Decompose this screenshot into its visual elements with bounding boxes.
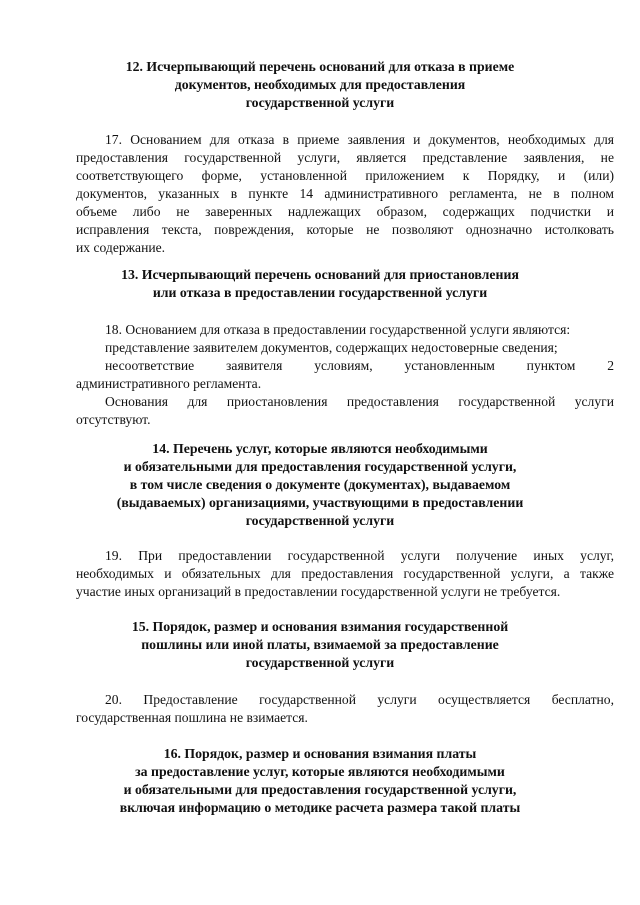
- paragraph-18-line-4: административного регламента.: [76, 376, 262, 391]
- paragraph-17-line-2: предоставления государственной услуги, является представление заявления, не: [76, 150, 614, 165]
- section-15-heading-line-2: пошлины или иной платы, взимаемой за предоставление: [141, 637, 499, 652]
- section-14-heading-line-1: 14. Перечень услуг, которые являются необходимыми: [152, 441, 488, 456]
- paragraph-20-line-1: 20. Предоставление государственной услуги осуществляется бесплатно,: [105, 692, 614, 707]
- section-14-heading-line-3: в том числе сведения о документе (документах), выдаваемом: [129, 477, 511, 492]
- section-14-heading-line-4: (выдаваемых) организациями, участвующими в предоставлении: [116, 495, 524, 510]
- section-15-heading-line-3: государственной услуги: [245, 655, 395, 670]
- paragraph-17-line-3: соответствующего форме, установленной приложением к Порядку, и (или): [76, 168, 614, 183]
- suspension-line-1: Основания для приостановления предоставления государственной услуги: [105, 394, 614, 409]
- section-12-heading-line-1: 12. Исчерпывающий перечень оснований для отказа в приеме: [125, 59, 515, 74]
- paragraph-17-line-6: исправления текста, повреждения, которые не позволяют однозначно истолковать: [76, 222, 614, 237]
- paragraph-18-line-2: представление заявителем документов, содержащих недостоверные сведения;: [105, 340, 558, 355]
- paragraph-19-line-3: участие иных организаций в предоставлении государственной услуги не требуется.: [76, 584, 561, 599]
- section-16-heading-line-2: за предоставление услуг, которые являются необходимыми: [135, 764, 505, 779]
- paragraph-17-line-1: 17. Основанием для отказа в приеме заявления и документов, необходимых для: [105, 132, 614, 147]
- section-12-heading-line-3: государственной услуги: [245, 95, 395, 110]
- suspension-line-2: отсутствуют.: [76, 412, 151, 427]
- paragraph-17-line-7: их содержание.: [76, 240, 166, 255]
- section-16-heading-line-1: 16. Порядок, размер и основания взимания платы: [163, 746, 477, 761]
- section-12-heading-line-2: документов, необходимых для предоставления: [174, 77, 466, 92]
- paragraph-17-line-4: документов, указанных в пункте 14 административного регламента, не в полном: [76, 186, 614, 201]
- section-14-heading-line-5: государственной услуги: [245, 513, 395, 528]
- section-13-heading-line-1: 13. Исчерпывающий перечень оснований для приостановления: [121, 267, 519, 282]
- paragraph-19-line-2: необходимых и обязательных для предоставления государственной услуги, а также: [76, 566, 614, 581]
- paragraph-18-line-1: 18. Основанием для отказа в предоставлении государственной услуги являются:: [105, 322, 571, 337]
- section-13-heading-line-2: или отказа в предоставлении государственной услуги: [152, 285, 488, 300]
- paragraph-17-line-5: объеме либо не заверенных надлежащих образом, содержащих подчистки и: [76, 204, 614, 219]
- section-16-heading-line-3: и обязательными для предоставления государственной услуги,: [123, 782, 517, 797]
- section-14-heading-line-2: и обязательными для предоставления государственной услуги,: [123, 459, 517, 474]
- section-16-heading-line-4: включая информацию о методике расчета размера такой платы: [119, 800, 521, 815]
- paragraph-19-line-1: 19. При предоставлении государственной услуги получение иных услуг,: [105, 548, 614, 563]
- section-15-heading-line-1: 15. Порядок, размер и основания взимания государственной: [131, 619, 509, 634]
- paragraph-18-line-3: несоответствие заявителя условиям, установленным пунктом 2: [105, 358, 614, 373]
- paragraph-20-line-2: государственная пошлина не взимается.: [76, 710, 308, 725]
